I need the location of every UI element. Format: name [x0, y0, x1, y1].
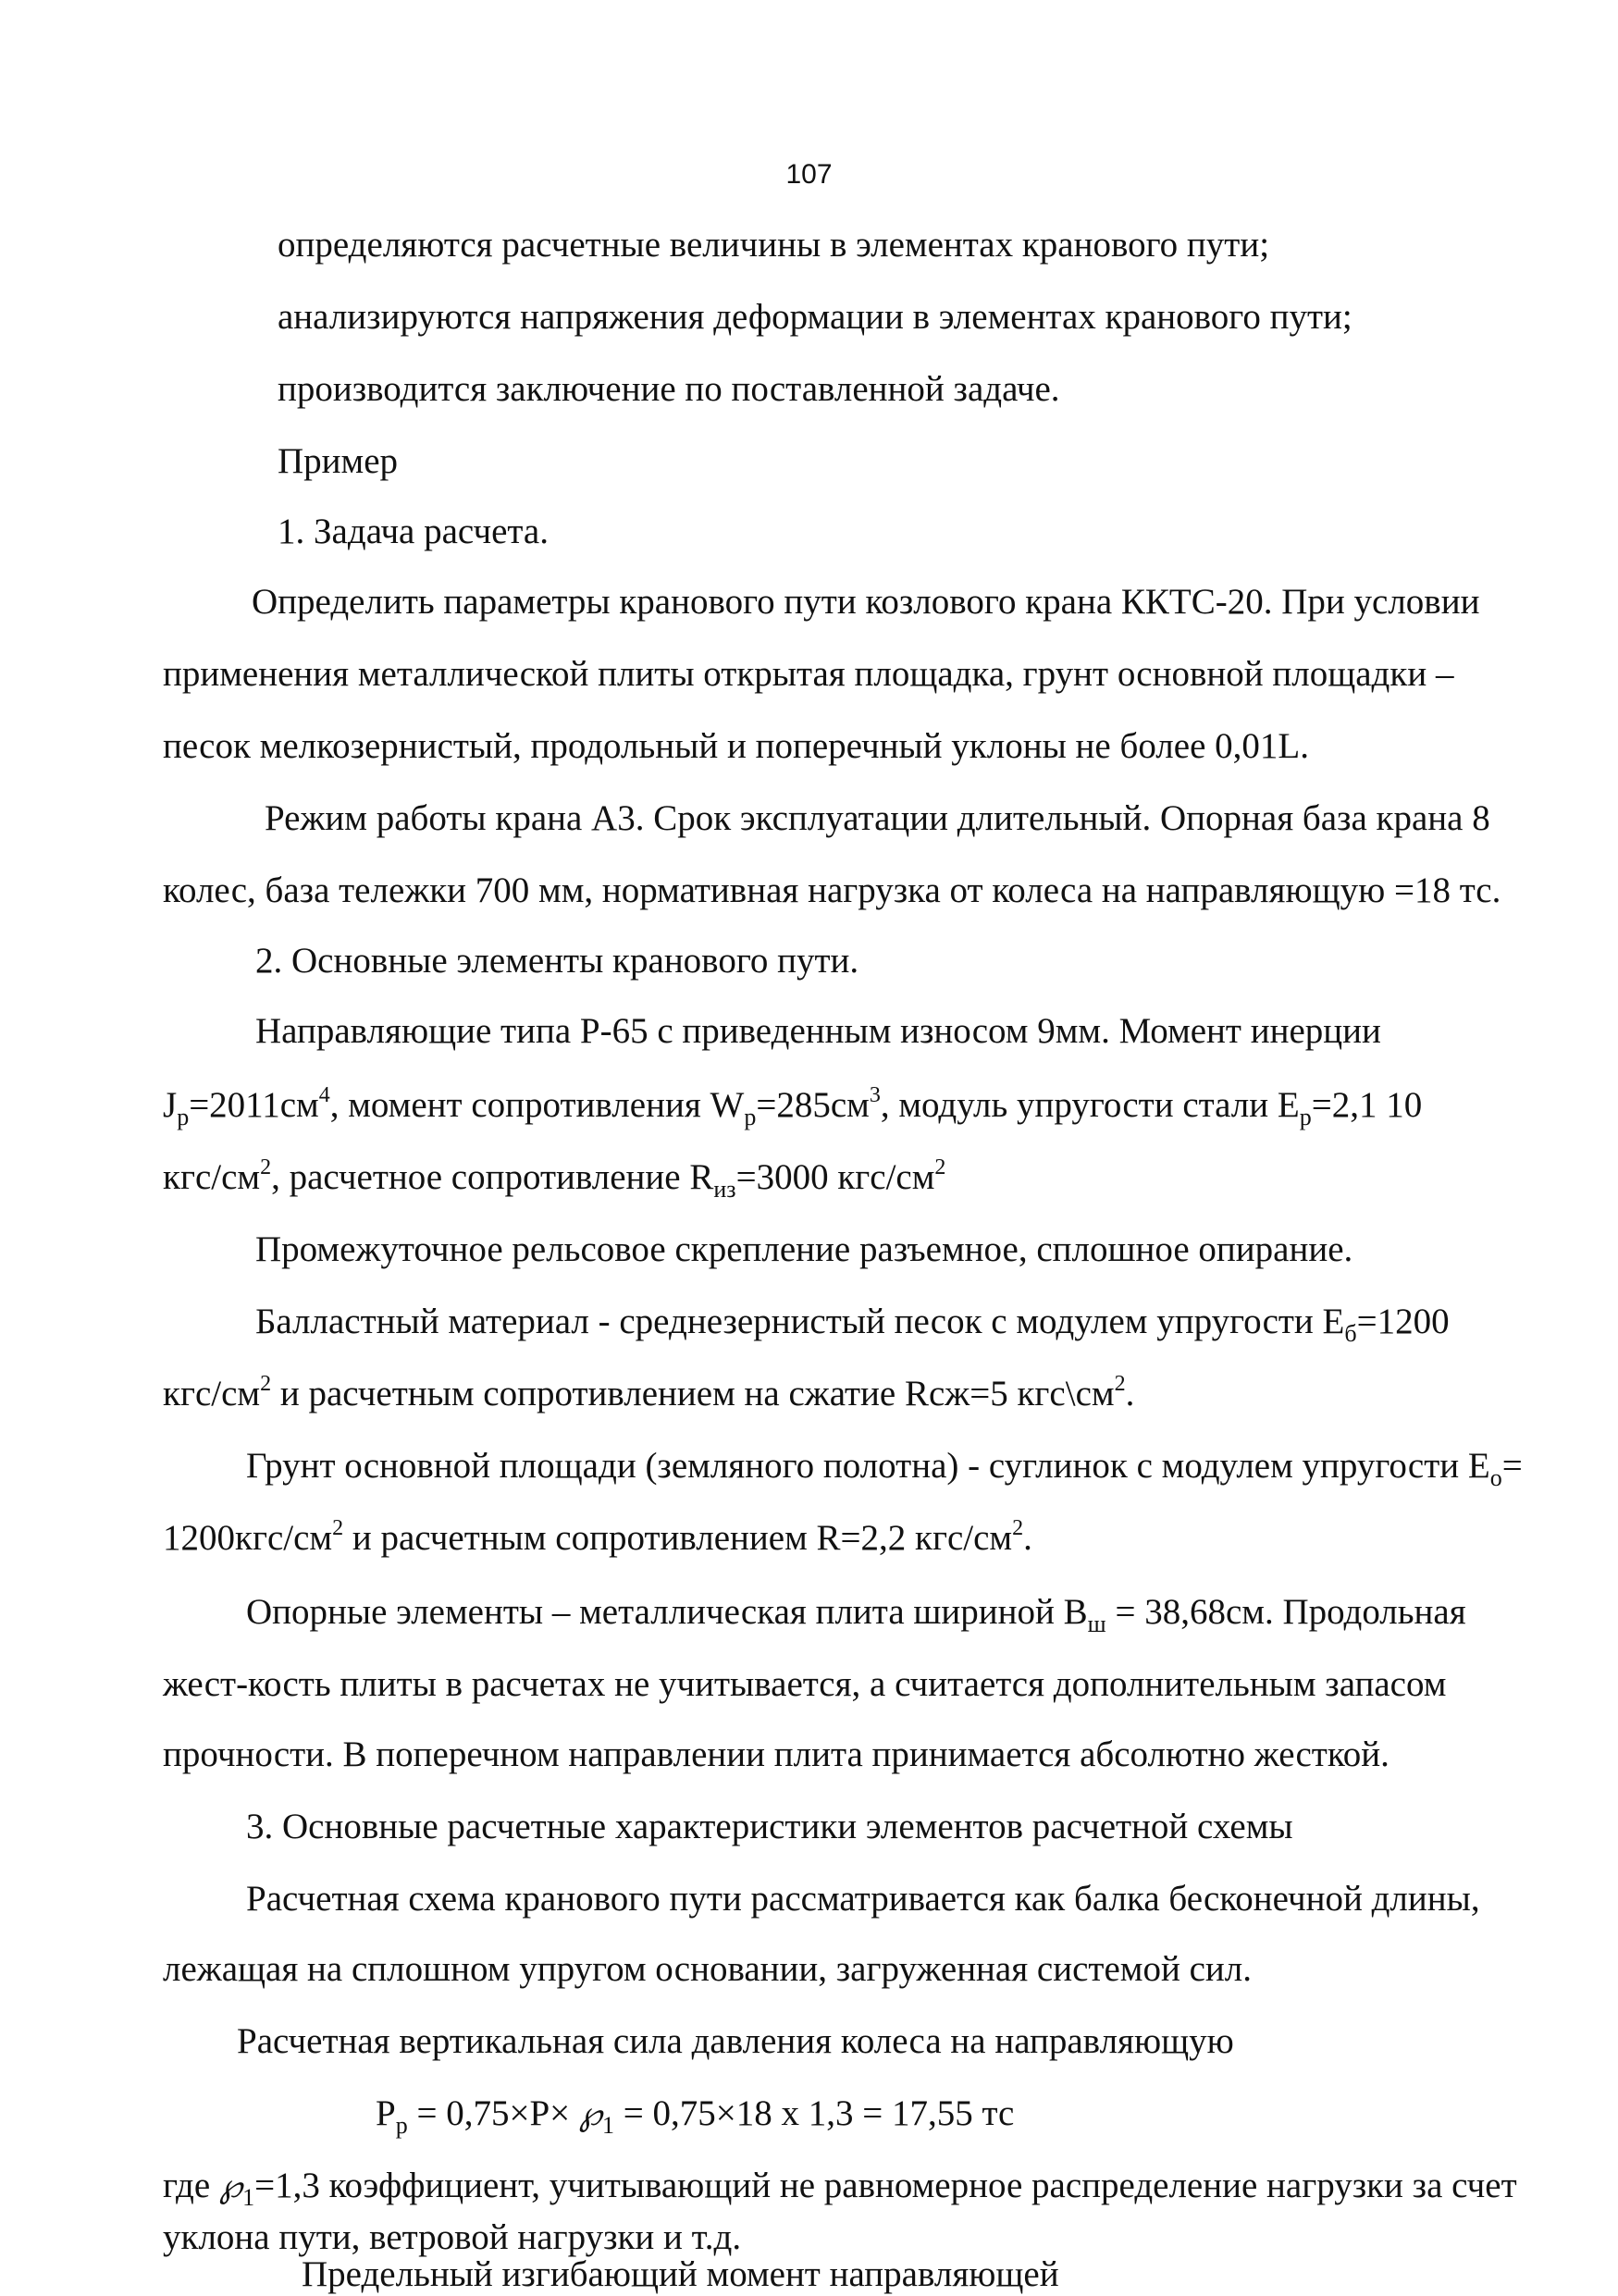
text-fragment: .	[1125, 1374, 1135, 1413]
phi-symbol: ℘	[218, 2167, 243, 2205]
superscript: 2	[332, 1516, 344, 1540]
text-line: анализируются напряжения деформации в элементах кранового пути;	[278, 297, 1352, 337]
text-fragment: = 0,75×18 х 1,3 = 17,55 тс	[614, 2093, 1015, 2133]
text-fragment: = 0,75×Р×	[407, 2093, 579, 2133]
subscript: б	[1344, 1320, 1357, 1347]
text-line: Направляющие типа Р-65 с приведенным износом 9мм. Момент инерции	[255, 1011, 1381, 1051]
superscript: 2	[1012, 1516, 1024, 1540]
text-line: песок мелкозернистый, продольный и поперечный уклоны не более 0,01L.	[163, 726, 1309, 766]
text-fragment: и расчетным сопротивлением R=2,2 кгс/см	[343, 1518, 1013, 1558]
text-line: определяются расчетные величины в элементах кранового пути;	[278, 225, 1270, 265]
formula-line	[163, 2165, 1517, 2211]
text-fragment: =2011см	[189, 1085, 319, 1125]
text-line: Расчетная вертикальная сила давления колеса на направляющую	[237, 2021, 1234, 2061]
subscript: 1	[242, 2184, 255, 2211]
text-line: Режим работы крана А3. Срок эксплуатации длительный. Опорная база крана 8	[265, 798, 1490, 838]
text-fragment: =1200	[1356, 1302, 1450, 1341]
subscript: р	[1299, 1104, 1312, 1130]
text-fragment: =285см	[756, 1085, 870, 1125]
text-fragment: =	[1501, 1446, 1523, 1486]
formula-line	[163, 1373, 1134, 1420]
subscript: р	[395, 2112, 408, 2139]
text-fragment: = 38,68см. Продольная	[1105, 1592, 1466, 1632]
superscript: 2	[260, 1155, 272, 1179]
superscript: 3	[869, 1083, 881, 1107]
subscript: 1	[602, 2112, 614, 2139]
section-heading: 1. Задача расчета.	[278, 512, 549, 551]
text-line: колес, база тележки 700 мм, нормативная нагрузка от колеса на направляющую =18 тс.	[163, 870, 1501, 910]
section-heading: 3. Основные расчетные характеристики элементов расчетной схемы	[246, 1807, 1293, 1846]
subscript: р	[177, 1104, 190, 1130]
text-fragment: где	[163, 2166, 219, 2205]
formula-line	[163, 1156, 945, 1204]
formula-line	[376, 2092, 1014, 2139]
text-fragment: =2,1 10	[1311, 1085, 1423, 1125]
section-heading: 2. Основные элементы кранового пути.	[255, 941, 859, 981]
phi-symbol: ℘	[578, 2095, 602, 2133]
text-fragment: Опорные элементы – металлическая плита шириной В	[246, 1592, 1088, 1632]
superscript: 2	[934, 1155, 946, 1179]
text-line: производится заключение по поставленной задаче.	[278, 369, 1060, 409]
text-fragment: и расчетным сопротивлением на сжатие Rсж=5 кгс\см	[271, 1374, 1115, 1413]
text-fragment: =1,3 коэффициент, учитывающий не равномерное распределение нагрузки за счет	[254, 2166, 1517, 2205]
text-fragment: Грунт основной площади (земляного полотна) - суглинок с модулем упругости Е	[246, 1446, 1490, 1486]
text-fragment: .	[1023, 1518, 1032, 1558]
section-label: Пример	[278, 441, 399, 481]
formula-line	[255, 1301, 1450, 1347]
text-line: лежащая на сплошном упругом основании, загруженная системой сил.	[163, 1949, 1252, 1989]
subscript: о	[1489, 1464, 1502, 1491]
text-line: прочности. В поперечном направлении плита принимается абсолютно жесткой.	[163, 1734, 1390, 1774]
text-line: Расчетная схема кранового пути рассматривается как балка бесконечной длины,	[246, 1879, 1480, 1919]
text-fragment: , расчетное сопротивление R	[271, 1157, 714, 1197]
text-fragment: Р	[376, 2093, 396, 2133]
superscript: 2	[260, 1372, 272, 1396]
formula-line	[163, 1084, 1422, 1131]
superscript: 4	[318, 1083, 330, 1107]
text-fragment: Балластный материал - среднезернистый песок с модулем упругости Е	[255, 1302, 1345, 1341]
subscript: р	[744, 1104, 757, 1130]
formula-line	[163, 1517, 1032, 1564]
text-line: применения металлической плиты открытая площадка, грунт основной площадки –	[163, 654, 1454, 694]
text-fragment: кгс/см	[163, 1157, 261, 1197]
text-fragment: , модуль упругости стали Е	[880, 1085, 1300, 1125]
superscript: 2	[1114, 1372, 1126, 1396]
text-fragment: 1200кгс/см	[163, 1518, 333, 1558]
text-line: уклона пути, ветровой нагрузки и т.д.	[163, 2217, 742, 2257]
formula-line	[246, 1591, 1466, 1637]
text-line: Предельный изгибающий момент направляющей	[302, 2254, 1059, 2294]
subscript: ш	[1087, 1611, 1106, 1637]
page-number: 107	[785, 159, 833, 190]
text-line: Определить параметры кранового пути козлового крана ККТС-20. При условии	[252, 582, 1480, 622]
text-fragment: J	[163, 1085, 178, 1125]
text-fragment: =3000 кгс/см	[735, 1157, 935, 1197]
text-fragment: кгс/см	[163, 1374, 261, 1413]
text-line: Промежуточное рельсовое скрепление разъемное, сплошное опирание.	[255, 1229, 1353, 1269]
formula-line	[246, 1445, 1523, 1491]
subscript: из	[713, 1176, 736, 1203]
text-line: жест-кость плиты в расчетах не учитывается, а считается дополнительным запасом	[163, 1664, 1447, 1704]
text-fragment: , момент сопротивления W	[329, 1085, 745, 1125]
